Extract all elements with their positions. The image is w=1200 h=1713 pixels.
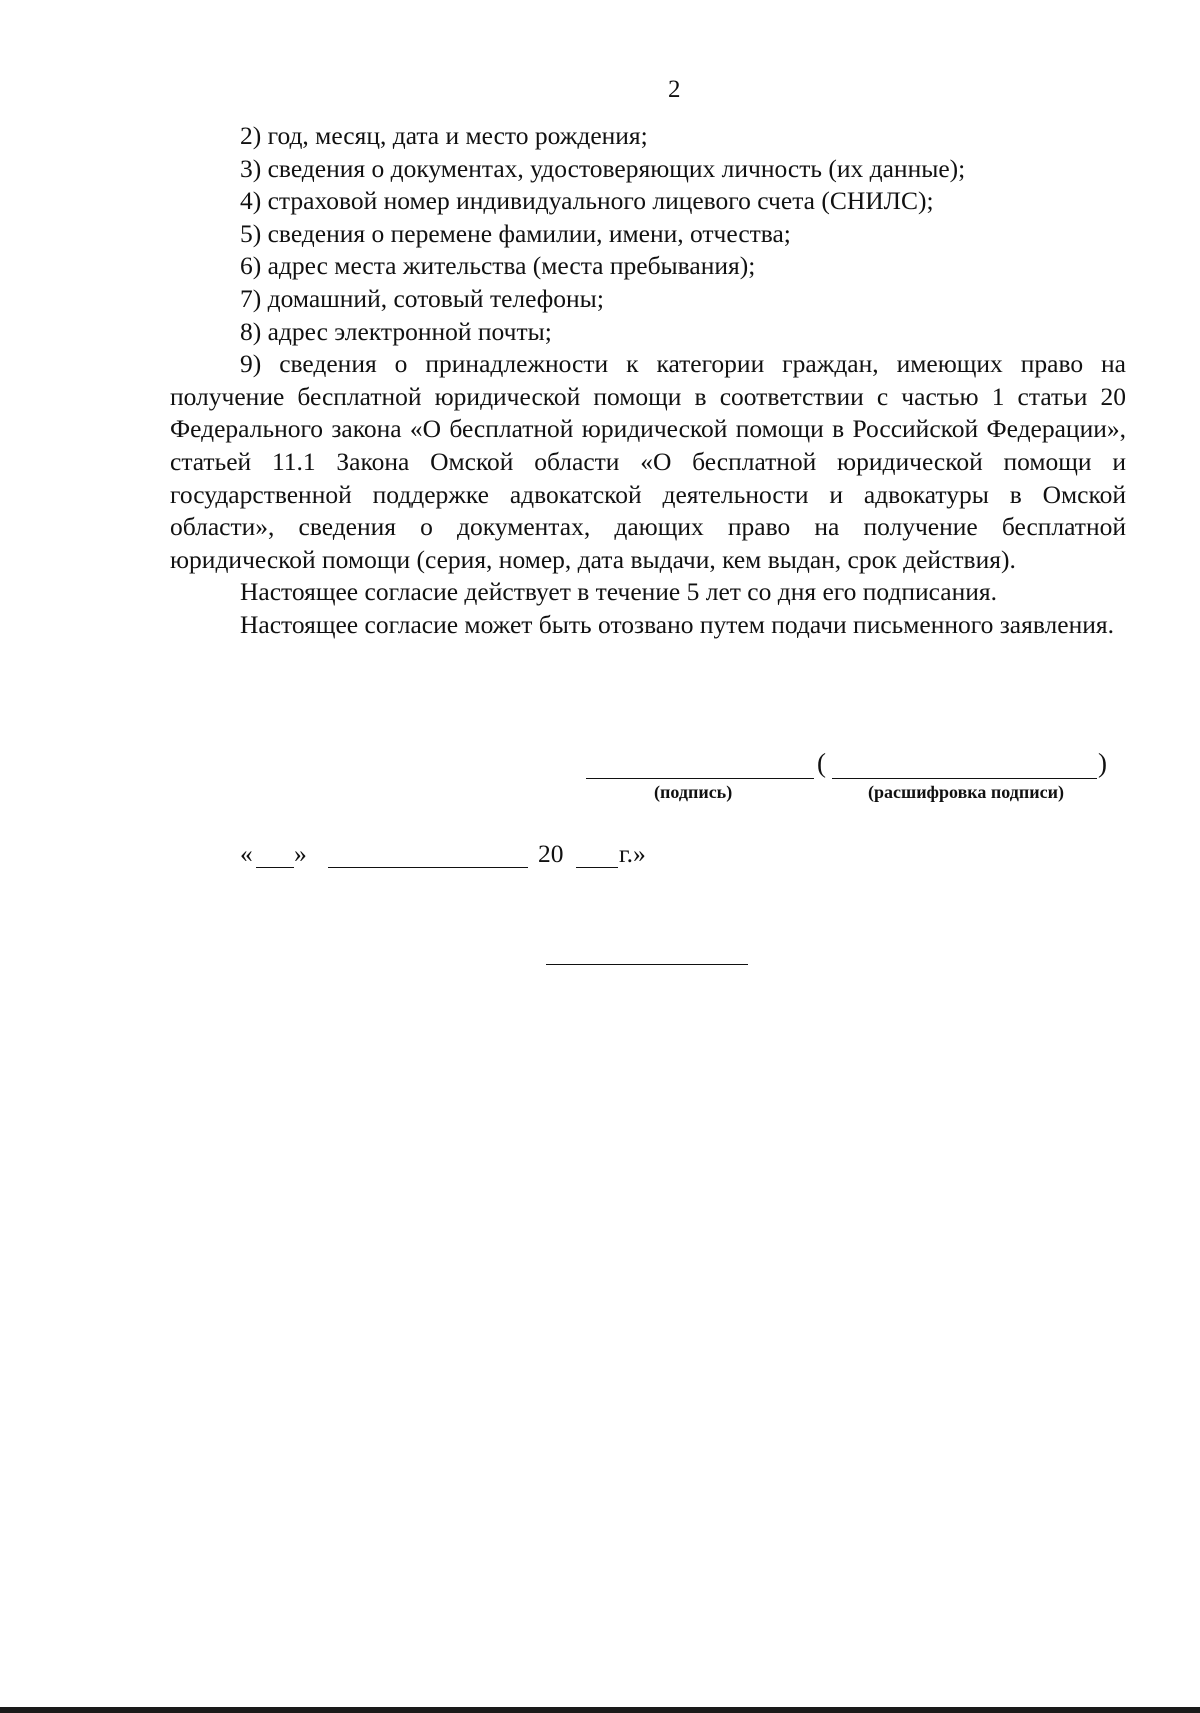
list-item: 3) сведения о документах, удостоверяющих личность (их данные); xyxy=(240,153,966,183)
list-item: 7) домашний, сотовый телефоны; xyxy=(240,283,604,313)
date-open-quote: « xyxy=(240,839,253,868)
date-year-blank[interactable] xyxy=(576,867,618,868)
date-day-blank[interactable] xyxy=(256,867,294,868)
signature-block xyxy=(586,748,1126,808)
list-item: 4) страховой номер индивидуального лицевого счета (СНИЛС); xyxy=(240,186,934,216)
page-number: 2 xyxy=(668,76,681,103)
date-year-suffix: г.» xyxy=(619,839,646,868)
date-century: 20 xyxy=(538,839,564,868)
date-month-blank[interactable] xyxy=(328,867,528,868)
signature-decode-caption: (расшифровка подписи) xyxy=(868,782,1064,802)
list-item: 8) адрес электронной почты; xyxy=(240,316,552,346)
revocation-paragraph: Настоящее согласие может быть отозвано путем подачи письменного заявления. xyxy=(240,609,1114,639)
list-item: 2) год, месяц, дата и место рождения; xyxy=(240,121,648,150)
list-item-9: 9) сведения о принадлежности к категории граждан, имеющих право на получение бесплатной юридической помощи в соответствии с частью 1 статьи 20 Федерального закона «О бесплатной юридической помощи в Российской Федерации», статьей 11.1 Закона Омской области «О бесплатной юридической помощи и государственной поддержке адвокатской деятельности и адвокатуры в Омской области», сведения о документах, дающих право на получение бесплатной юридической помощи (серия, номер, дата выдачи, кем выдан, срок действия). xyxy=(170,349,1126,574)
signature-line[interactable] xyxy=(586,778,814,779)
scan-bottom-edge xyxy=(0,1707,1200,1713)
open-paren: ( xyxy=(817,748,826,778)
signature-decode-line[interactable] xyxy=(832,778,1097,779)
signature-caption: (подпись) xyxy=(654,782,733,802)
list-item: 6) адрес места жительства (места пребывания); xyxy=(240,251,756,281)
date-field xyxy=(240,838,660,872)
date-close-quote: » xyxy=(294,839,307,868)
close-paren: ) xyxy=(1098,748,1107,778)
list-item: 5) сведения о перемене фамилии, имени, отчества; xyxy=(240,218,791,248)
end-of-document-rule xyxy=(546,964,748,965)
validity-paragraph: Настоящее согласие действует в течение 5 лет со дня его подписания. xyxy=(240,577,998,607)
document-body xyxy=(170,120,1126,642)
